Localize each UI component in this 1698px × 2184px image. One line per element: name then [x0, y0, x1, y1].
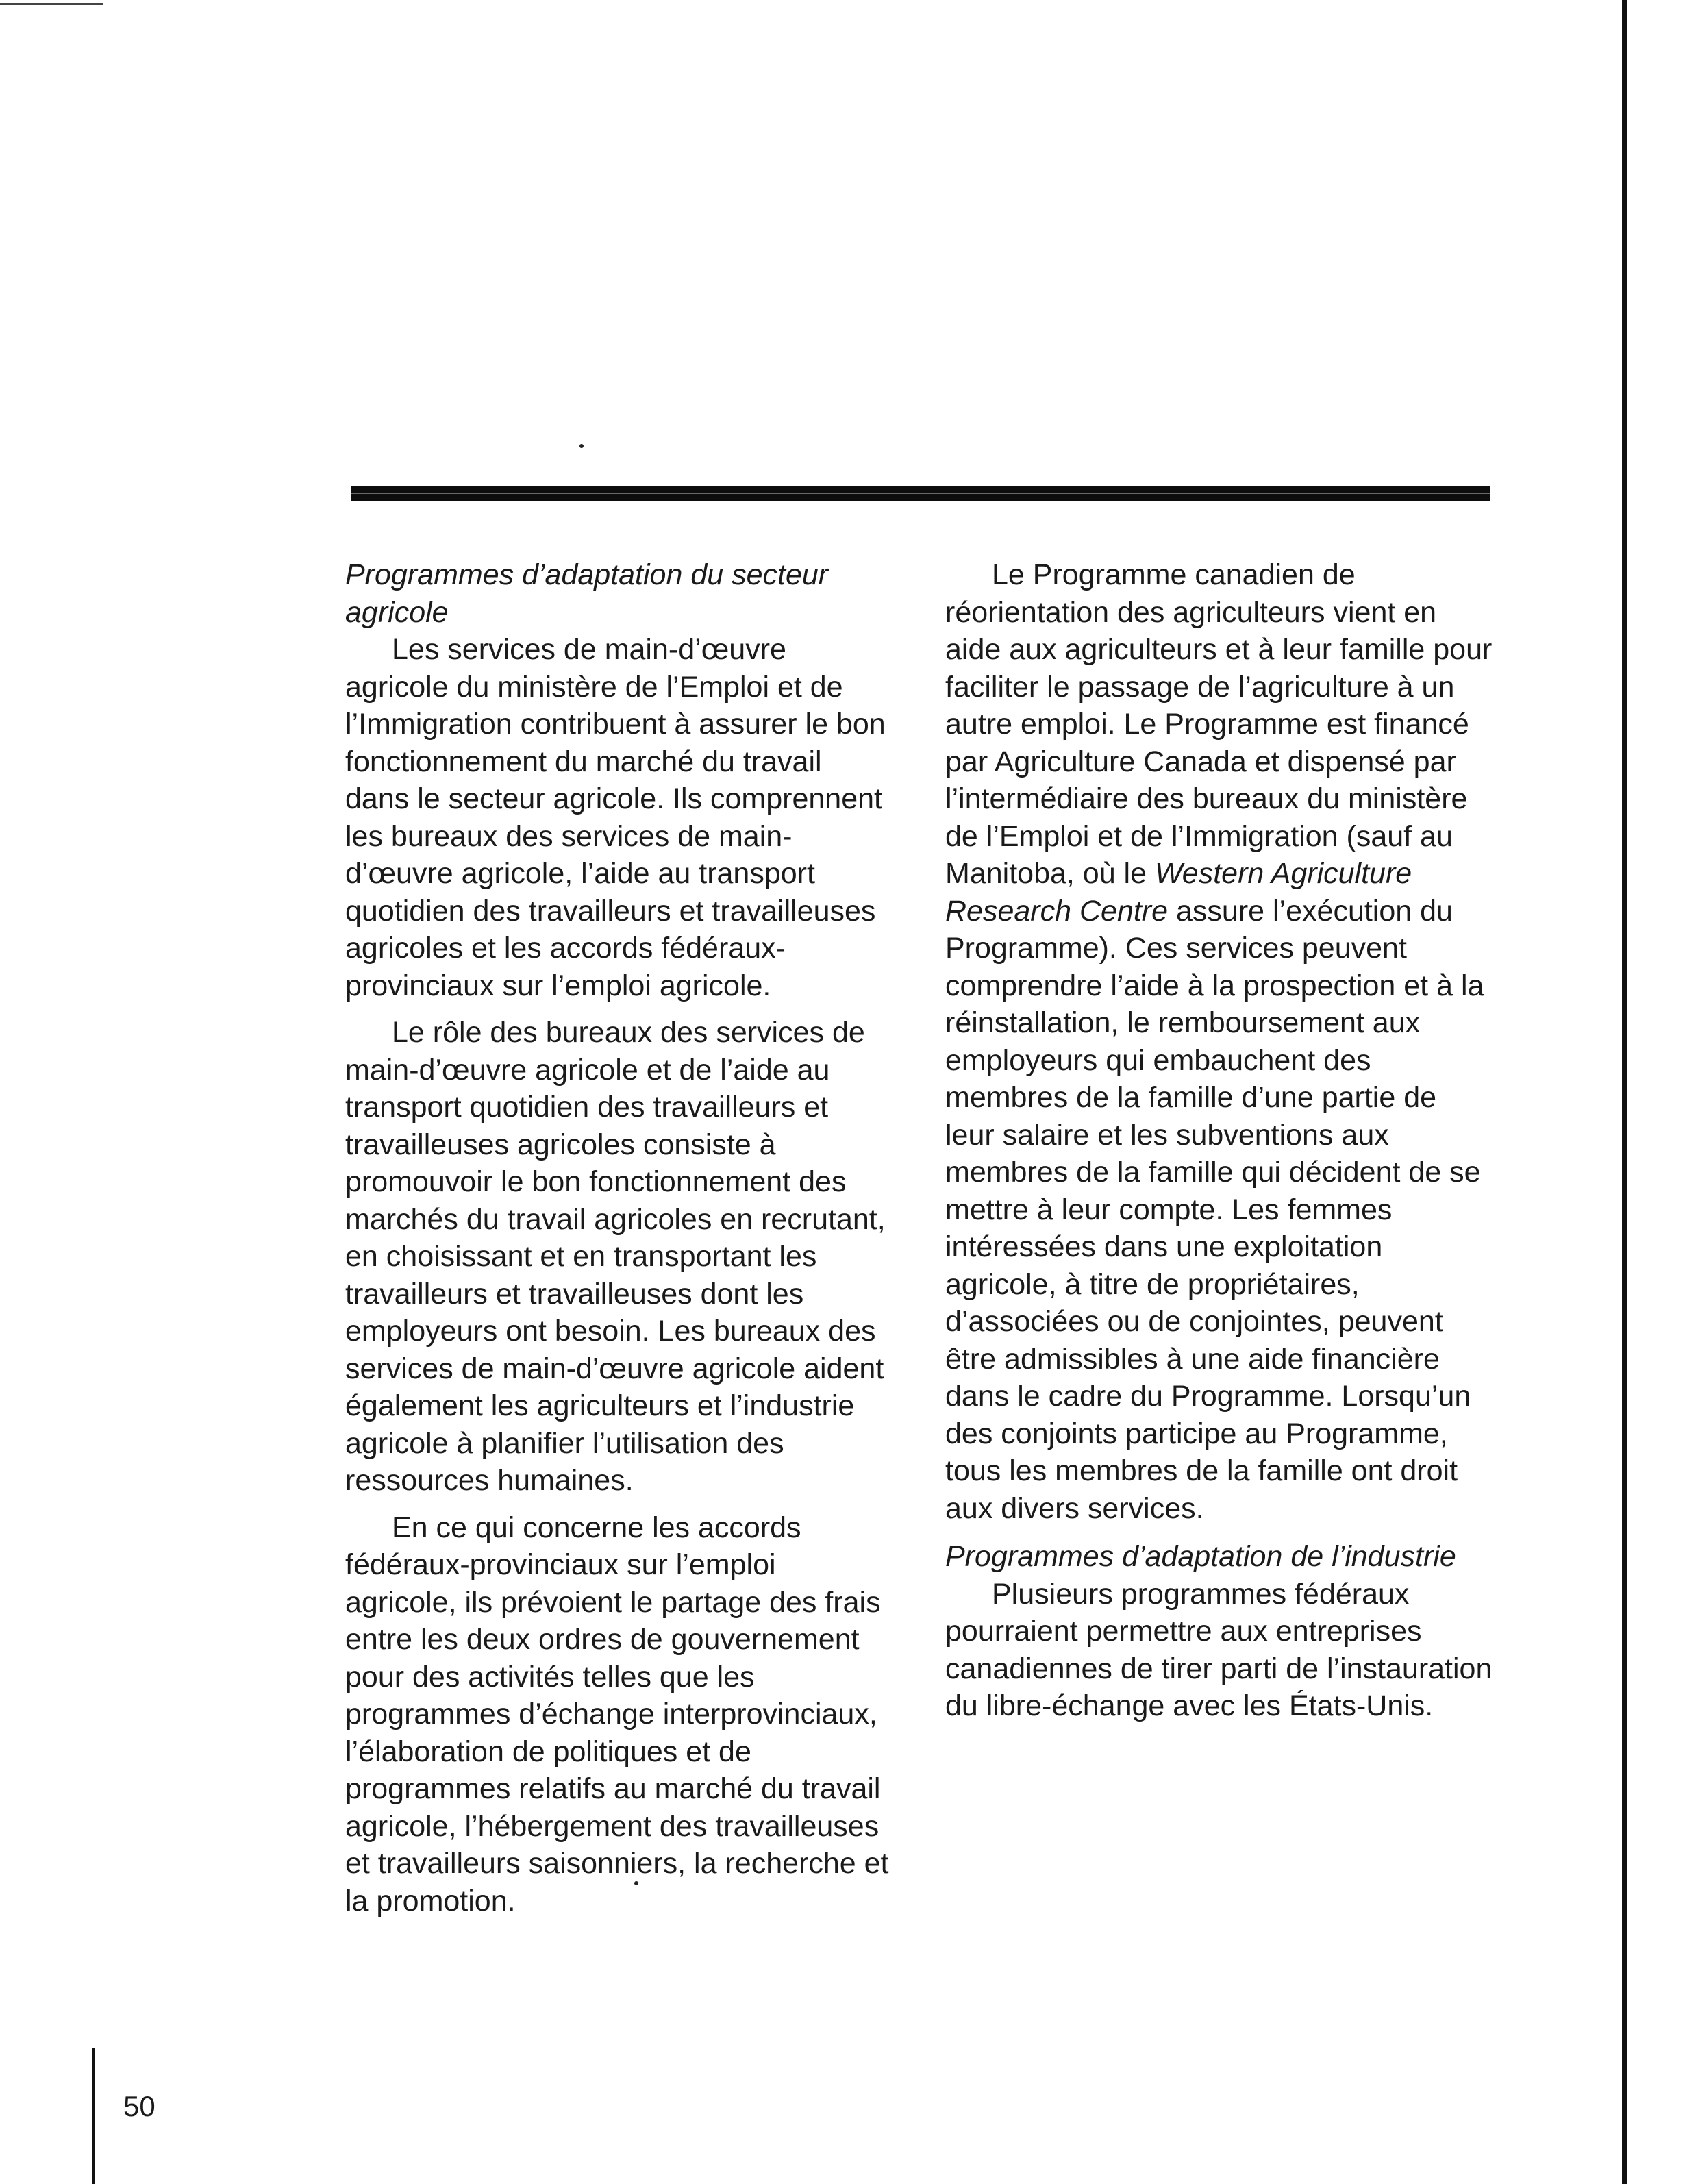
scan-edge-right	[1622, 0, 1627, 2184]
page-number: 50	[123, 2090, 155, 2122]
paragraph: Les services de main-d’œuvre agricole du ministère de l’Emploi et de l’Immigration contribuent à assurer le bon fonctionnement du marché du travail dans le secteur agricole. Ils comprennent les bureaux des services de main-d’œuvre agricole, l’aide au transport quotidien des travailleurs et travailleuses agricoles et les accords fédéraux-provinciaux sur l’emploi agricole.	[345, 633, 886, 1002]
scan-speck	[579, 444, 584, 448]
paragraph: En ce qui concerne les accords fédéraux-provinciaux sur l’emploi agricole, ils prévoient le partage des frais entre les deux ordres de gouvernement pour des activités telles que les programmes d’échange interprovinciaux, l’élaboration de politiques et de programmes relatifs au marché du travail agricole, l’hébergement des travailleuses et travailleurs saisonniers, la recherche et la promotion.	[345, 1511, 889, 1918]
paragraph: Le rôle des bureaux des services de main-d’œuvre agricole et de l’aide au transport quotidien des travailleurs et travailleuses agricoles consiste à promouvoir le bon fonctionnement des marchés du travail agricoles en recrutant, en choisissant et en transportant les travailleurs et travailleuses dont les employeurs ont besoin. Les bureaux des services de main-d’œuvre agricole aident également les agriculteurs et l’industrie agricole à planifier l’utilisation des ressources humaines.	[345, 1016, 886, 1497]
paragraph-text: assure l’exécution du Programme). Ces services peuvent comprendre l’aide à la prospection et à la réinstallation, le remboursement aux employeurs qui embauchent des membres de la famille d’une partie de leur salaire et les subventions aux membres de la famille qui décident de se mettre à leur compte. Les femmes intéressées dans une exploitation agricole, à titre de propriétaires, d’associées ou de conjointes, peuvent être admissibles à une aide financière dans le cadre du Programme. Lorsqu’un des conjoints participe au Programme, tous les membres de la famille ont droit aux divers services.	[945, 894, 1484, 1525]
paragraph	[945, 556, 1493, 1527]
paragraph-text: Le Programme canadien de réorientation des agriculteurs vient en aide aux agriculteurs et à leur famille pour faciliter le passage de l’agriculture à un autre emploi. Le Programme est financé par Agriculture Canada et dispensé par l’intermédiaire des bureaux du ministère de l’Emploi et de l’Immigration (sauf au Manitoba, où le	[945, 558, 1493, 890]
scan-artifact-top	[0, 3, 103, 5]
paragraph: Plusieurs programmes fédéraux pourraient permettre aux entreprises canadiennes de tirer parti de l’instauration du libre-échange avec les États-Unis.	[945, 1577, 1493, 1722]
left-column	[345, 556, 893, 1929]
section-heading: Programmes d’adaptation du secteur agricole	[345, 558, 829, 629]
section-heading: Programmes d’adaptation de l’industrie	[945, 1540, 1456, 1573]
header-rule	[351, 486, 1490, 501]
gutter-line	[92, 2048, 95, 2184]
right-column	[945, 556, 1493, 1735]
italic-name: Western Agriculture Research Centre	[945, 857, 1412, 928]
